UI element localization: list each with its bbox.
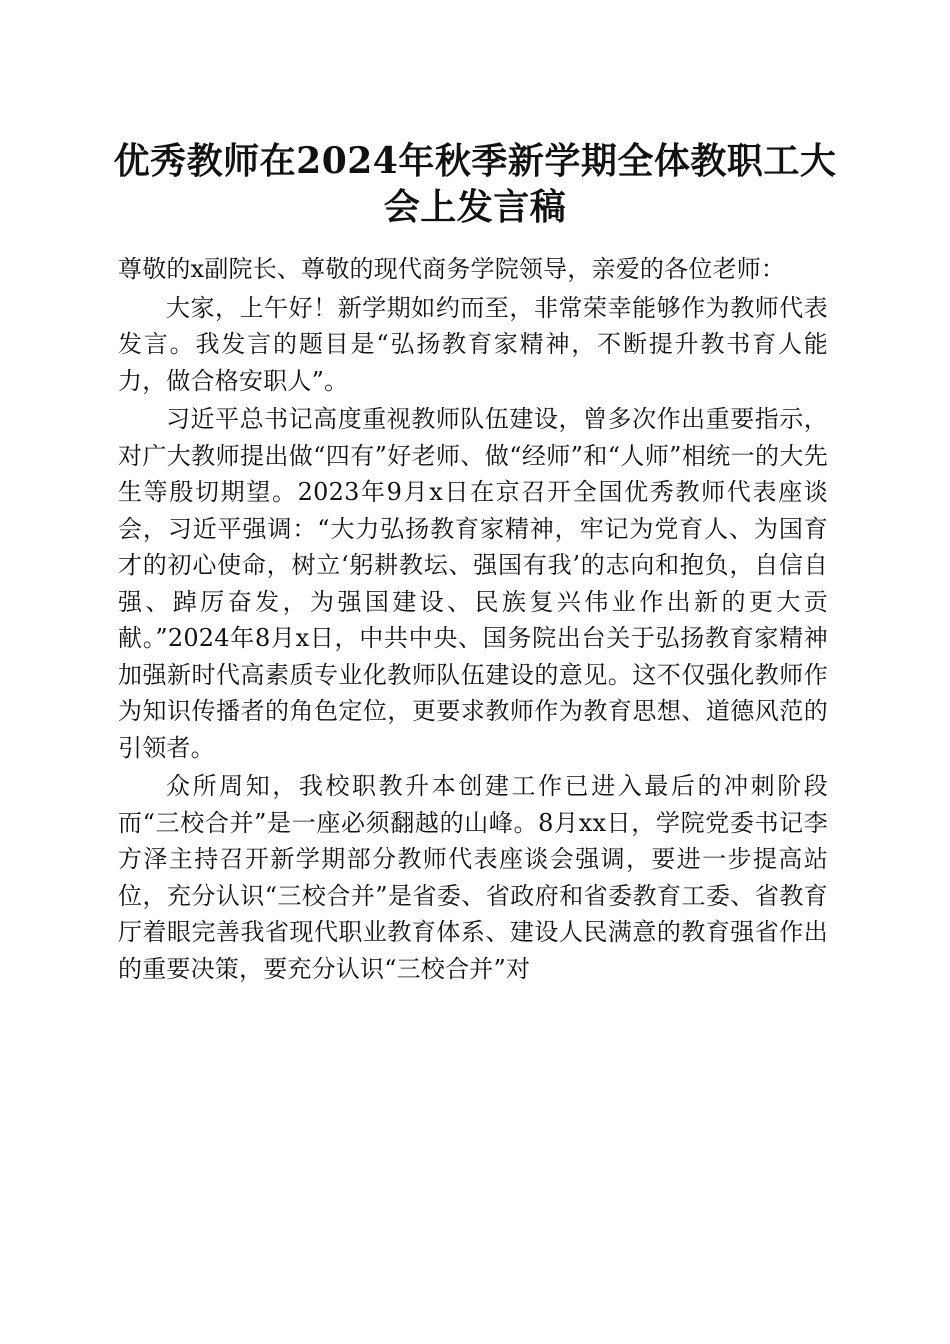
paragraph-school-merger: 众所周知，我校职教升本创建工作已进入最后的冲刺阶段而“三校合并”是一座必须翻越的山峰。8月xx日，学院党委书记李方泽主持召开新学期部分教师代表座谈会强调，要进一步提高站位，充分认识“三校合并”是省委、省政府和省委教育工委、省教育厅着眼完善我省现代职业教育体系、建设人民满意的教育强省作出的重要决策，要充分认识“三校合并”对 bbox=[118, 772, 828, 983]
paragraph-policy-background: 习近平总书记高度重视教师队伍建设，曾多次作出重要指示，对广大教师提出做“四有”好老师、做“经师”和“人师”相统一的大先生等殷切期望。2023年9月x日在京召开全国优秀教师代表座谈会，习近平强调：“大力弘扬教育家精神，牢记为党育人、为国育才的初心使命，树立‘躬耕教坛、强国有我’的志向和抱负，自信自强、踔厉奋发，为强国建设、民族复兴伟业作出新的更大贡献。”2024年8月x日，中共中央、国务院出台关于弘扬教育家精神加强新时代高素质专业化教师队伍建设的意见。这不仅强化教师作为知识传播者的角色定位，更要求教师作为教育思想、道德风范的引领者。 bbox=[118, 405, 828, 762]
document-body bbox=[118, 251, 828, 989]
document-title: 优秀教师在2024年秋季新学期全体教职工大会上发言稿 bbox=[113, 140, 837, 228]
salutation: 尊敬的x副院长、尊敬的现代商务学院领导，亲爱的各位老师： bbox=[118, 255, 786, 283]
paragraph-greeting: 大家，上午好！新学期如约而至，非常荣幸能够作为教师代表发言。我发言的题目是“弘扬教育家精神，不断提升教书育人能力，做合格安职人”。 bbox=[118, 293, 828, 395]
